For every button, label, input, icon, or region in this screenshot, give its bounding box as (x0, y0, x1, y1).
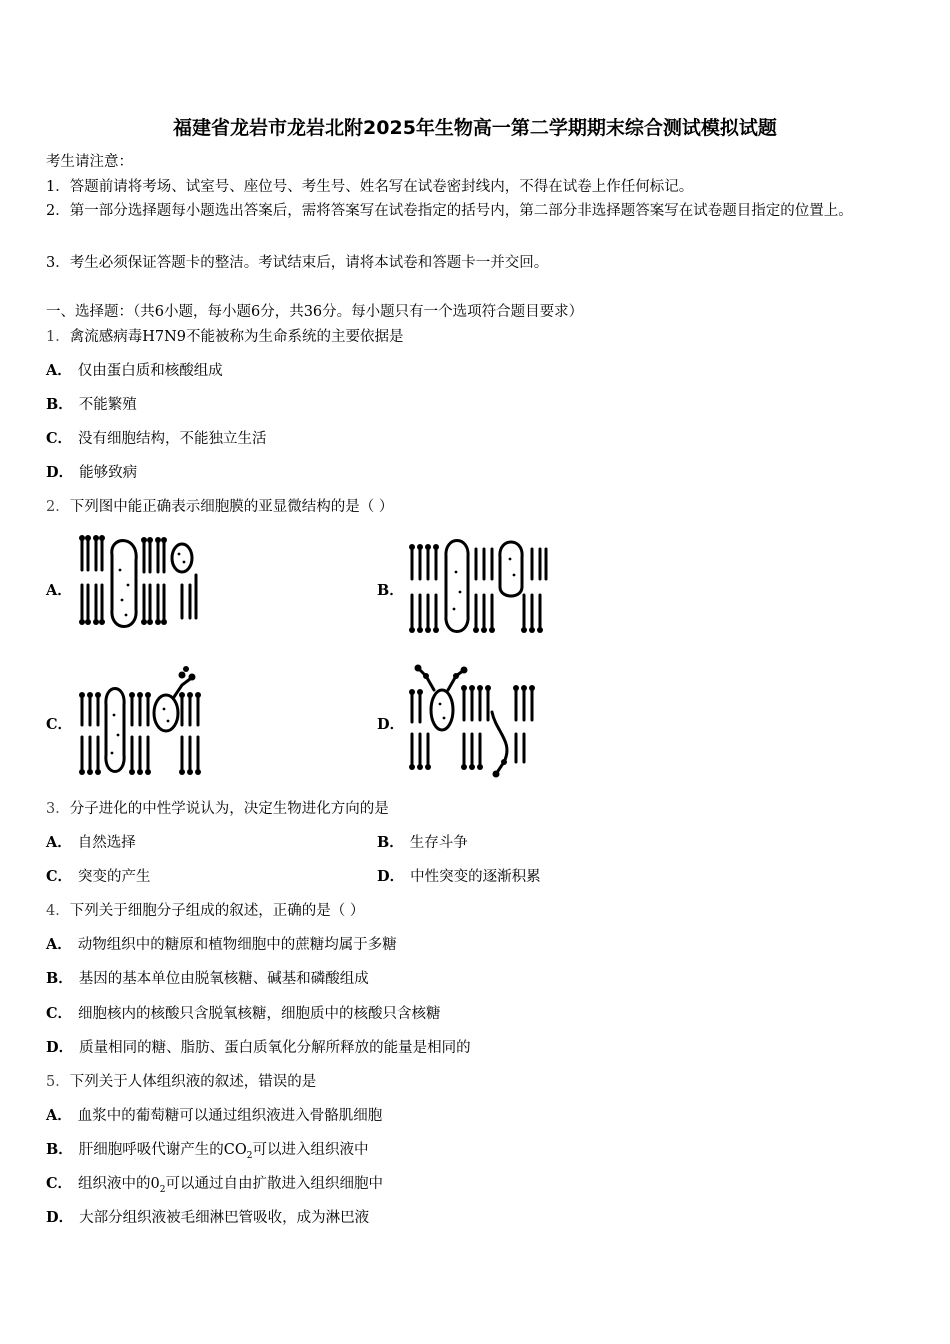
question-number: 1． (46, 329, 70, 345)
question-number: 3． (46, 801, 70, 817)
q4-option-d: D． 质量相同的糖、脂肪、蛋白质氧化分解所释放的能量是相同的 (46, 1039, 471, 1056)
question-stem: 下列关于细胞分子组成的叙述，正确的是（ ） (69, 903, 365, 919)
q5-option-d: D． 大部分组织液被毛细淋巴管吸收，成为淋巴液 (46, 1209, 370, 1226)
question-number: 4． (46, 903, 70, 919)
question-stem: 下列关于人体组织液的叙述，错误的是 (69, 1074, 317, 1090)
q1-option-d: D． 能够致病 (46, 464, 138, 481)
q3-option-d: D． 中性突变的逐渐积累 (377, 868, 541, 885)
question-5 (46, 1072, 316, 1092)
notice-item-2: 2．第一部分选择题每小题选出答案后，需将答案写在试卷指定的括号内，第二部分非选择题答案写在试卷题目指定的位置上。 (46, 203, 853, 219)
q3-option-a: A． 自然选择 (46, 834, 136, 851)
membrane-figure-a (74, 530, 204, 640)
membrane-figure-c (74, 665, 209, 780)
question-4 (46, 901, 364, 921)
page-title: 福建省龙岩市龙岩北附2025年生物高一第二学期期末综合测试模拟试题 (173, 117, 777, 139)
question-stem: 禽流感病毒H7N9不能被称为生命系统的主要依据是 (69, 329, 404, 345)
q2-option-d-label: D． (377, 716, 405, 733)
q4-option-a: A． 动物组织中的糖原和植物细胞中的蔗糖均属于多糖 (46, 936, 397, 953)
question-stem: 分子进化的中性学说认为，决定生物进化方向的是 (69, 801, 389, 817)
question-stem: 下列图中能正确表示细胞膜的亚显微结构的是（ ） (69, 499, 394, 515)
q3-option-c: C． 突变的产生 (46, 868, 151, 885)
question-2 (46, 497, 393, 517)
q5-option-b: B． 肝细胞呼吸代谢产生的$CO_2$可以进入组织液中 (46, 1141, 369, 1161)
q1-option-a: A． 仅由蛋白质和核酸组成 (46, 362, 223, 379)
membrane-figure-d (404, 662, 539, 782)
question-number: 5． (46, 1074, 70, 1090)
q1-option-b: B． 不能繁殖 (46, 396, 137, 413)
q1-option-c: C． 没有细胞结构，不能独立生活 (46, 430, 267, 447)
q2-option-c-label: C． (46, 716, 73, 733)
membrane-figure-b (404, 537, 554, 642)
q4-option-b: B． 基因的基本单位由脱氧核糖、碱基和磷酸组成 (46, 970, 369, 987)
q5-option-a: A． 血浆中的葡萄糖可以通过组织液进入骨骼肌细胞 (46, 1107, 383, 1124)
q5-option-c: C． 组织液中的$0_2$可以通过自由扩散进入组织细胞中 (46, 1175, 384, 1195)
question-number: 2． (46, 499, 70, 515)
q2-option-a-label: A． (46, 582, 72, 599)
question-1 (46, 327, 404, 347)
notice-item-3: 3．考生必须保证答题卡的整洁。考试结束后，请将本试卷和答题卡一并交回。 (46, 255, 549, 271)
q3-option-b: B． 生存斗争 (377, 834, 468, 851)
notice-heading: 考生请注意： (46, 154, 133, 170)
section-heading: 一、选择题：（共6小题，每小题6分，共36分。每小题只有一个选项符合题目要求） (46, 304, 584, 320)
question-3 (46, 799, 389, 819)
notice-item-1: 1．答题前请将考场、试室号、座位号、考生号、姓名写在试卷密封线内，不得在试卷上作任何标记。 (46, 179, 694, 195)
q2-option-b-label: B． (377, 582, 404, 599)
q4-option-c: C． 细胞核内的核酸只含脱氧核糖，细胞质中的核酸只含核糖 (46, 1005, 441, 1022)
